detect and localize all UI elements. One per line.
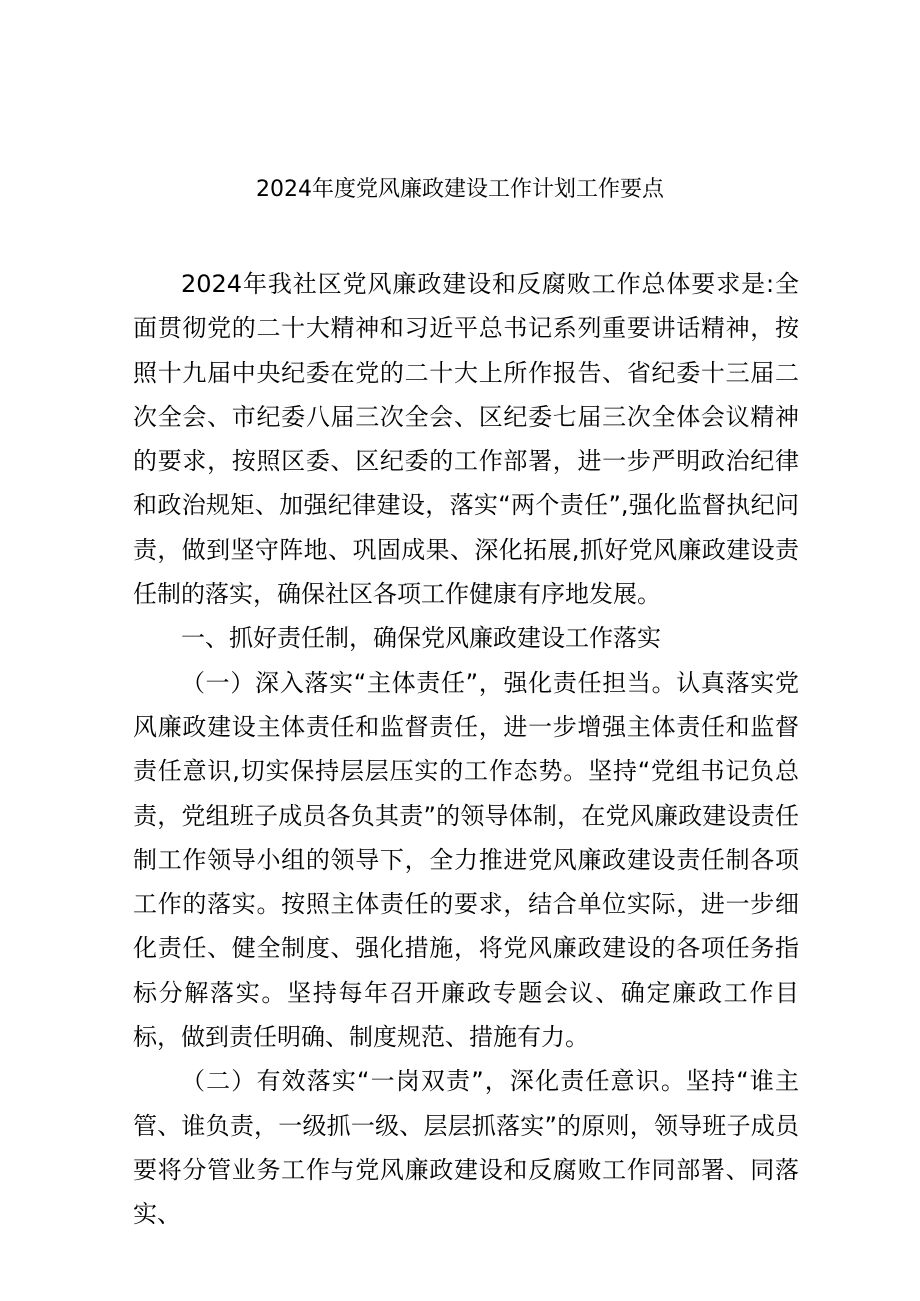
section-heading-1: 一、抓好责任制，确保党风廉政建设工作落实 — [181, 624, 661, 653]
document-title: 2024年度党风廉政建设工作计划工作要点 — [256, 177, 664, 202]
paragraph-subsection-1: （一）深入落实“主体责任”，强化责任担当。认真落实党风廉政建设主体责任和监督责任，进一步增强主体责任和监督责任意识,切实保持层层压实的工作态势。坚持“党组书记负总责，党组班子成员各负其责”的领导体制，在党风廉政建设责任制工作领导小组的领导下，全力推进党风廉政建设责任制各项工作的落实。按照主体责任的要求，结合单位实际，进一步细化责任、健全制度、强化措施，将党风廉政建设的各项任务指标分解落实。坚持每年召开廉政专题会议、确定廉政工作目标，做到责任明确、制度规范、措施有力。 — [133, 668, 799, 1052]
paragraph-overview: 2024年我社区党风廉政建设和反腐败工作总体要求是:全面贯彻党的二十大精神和习近平总书记系列重要讲话精神，按照十九届中央纪委在党的二十大上所作报告、省纪委十三届二次全会、市纪委八届三次全会、区纪委七届三次全体会议精神的要求，按照区委、区纪委的工作部署，进一步严明政治纪律和政治规矩、加强纪律建设，落实“两个责任”,强化监督执纪问责，做到坚守阵地、巩固成果、深化拓展,抓好党风廉政建设责任制的落实，确保社区各项工作健康有序地发展。 — [133, 270, 799, 609]
document-body — [133, 262, 799, 1237]
paragraph-subsection-2: （二）有效落实“一岗双责”，深化责任意识。坚持“谁主管、谁负责，一级抓一级、层层抓落实”的原则，领导班子成员要将分管业务工作与党风廉政建设和反腐败工作同部署、同落实、 — [133, 1067, 799, 1229]
